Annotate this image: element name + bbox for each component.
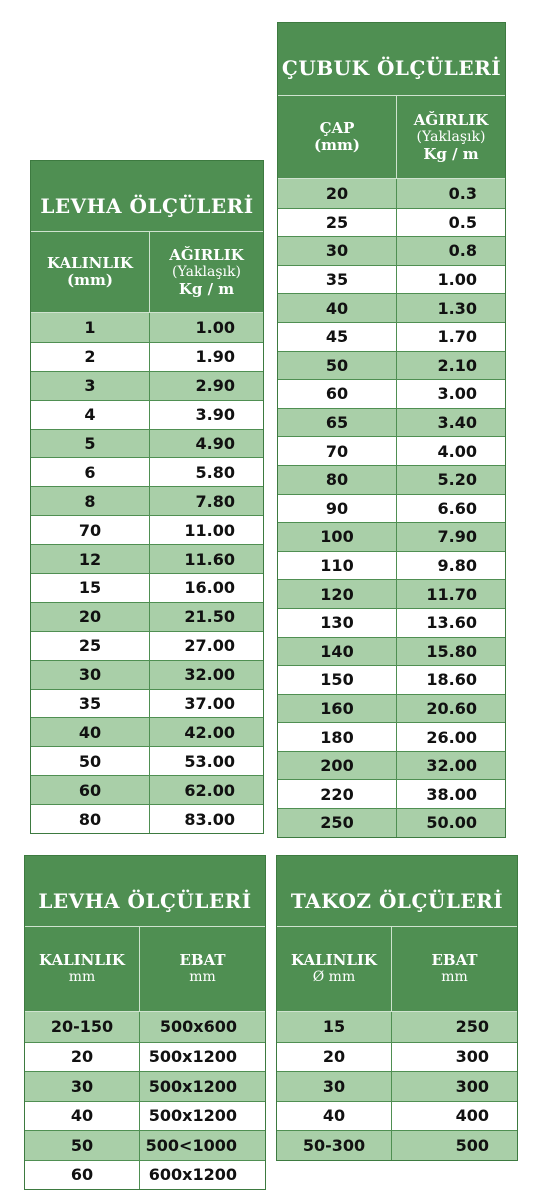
table-cell-value: 83.00: [149, 805, 263, 833]
table-row: [31, 746, 263, 775]
table-row: [278, 236, 505, 265]
table-cell-size: 80: [325, 470, 349, 490]
table-cell-size: 25: [78, 636, 102, 656]
table-cell-value: 50.00: [396, 809, 505, 837]
header-line: (Yaklaşık): [172, 263, 241, 280]
header-line: mm: [189, 969, 216, 985]
table-row: [278, 665, 505, 694]
takoz-table: [276, 855, 518, 1161]
table-cell-value: 1.00: [149, 313, 263, 342]
table-cell-value: 13.60: [396, 609, 505, 637]
header-line: Kg / m: [178, 279, 235, 298]
table-cell-value: 3.00: [396, 380, 505, 408]
table-row: [278, 751, 505, 780]
table-row: [25, 1071, 265, 1101]
levha-size-col-dimension: [139, 927, 265, 1011]
table-row: [278, 408, 505, 437]
table-row: [31, 602, 263, 631]
header-line: mm: [68, 969, 96, 985]
table-row: [278, 608, 505, 637]
table-cell-value: 3.40: [396, 409, 505, 437]
table-cell-size: 35: [325, 270, 349, 290]
table-row: [25, 1042, 265, 1072]
table-cell-value: 18.60: [396, 666, 505, 694]
table-cell-value: 300: [391, 1072, 517, 1101]
table-row: [278, 808, 505, 837]
table-cell-value: 1.70: [396, 323, 505, 351]
table-cell-value: 1.00: [396, 266, 505, 294]
table-cell-size: 130: [320, 613, 354, 633]
table-row: [278, 179, 505, 208]
levha-weight-table: [30, 160, 264, 834]
table-cell-value: 1.30: [396, 294, 505, 322]
table-cell-value: 37.00: [149, 690, 263, 718]
table-row: [31, 717, 263, 746]
header-line: KALINLIK: [291, 951, 377, 969]
table-cell-value: 500x1200: [139, 1043, 265, 1072]
cubuk-col-weight: [396, 96, 505, 178]
header-line: EBAT: [431, 951, 478, 969]
table-row: [278, 579, 505, 608]
table-cell-value: 500x1200: [139, 1072, 265, 1101]
table-cell-size: 25: [325, 212, 349, 232]
table-cell-value: 7.80: [149, 487, 263, 515]
table-cell-value: 62.00: [149, 776, 263, 804]
header-line: KALINLIK: [47, 254, 133, 272]
table-cell-value: 42.00: [149, 718, 263, 746]
table-cell-size: 6: [84, 462, 96, 482]
takoz-rows: [277, 1011, 517, 1160]
levha-weight-header: [31, 231, 263, 312]
table-row: [31, 660, 263, 689]
table-cell-size: 1: [84, 317, 96, 337]
table-cell-size: 220: [320, 784, 354, 804]
table-cell-size: 120: [320, 584, 354, 604]
table-row: [25, 1012, 265, 1042]
table-row: [31, 515, 263, 544]
table-cell-size: 100: [320, 527, 354, 547]
table-row: [31, 342, 263, 371]
table-row: [278, 322, 505, 351]
levha-size-header: [25, 926, 265, 1011]
cubuk-title: ÇUBUK ÖLÇÜLERİ: [281, 56, 502, 80]
table-cell-value: 26.00: [396, 723, 505, 751]
takoz-col-thickness: [277, 927, 391, 1011]
cubuk-header: [278, 95, 505, 178]
table-row: [31, 689, 263, 718]
table-row: [31, 544, 263, 573]
header-line: (mm): [314, 136, 360, 154]
takoz-title: TAKOZ ÖLÇÜLERİ: [290, 889, 504, 913]
table-cell-size: 20: [325, 183, 349, 203]
table-row: [31, 400, 263, 429]
table-cell-size: 8: [84, 491, 96, 511]
table-cell-size: 140: [320, 641, 354, 661]
table-row: [278, 694, 505, 723]
table-row: [278, 436, 505, 465]
table-cell-size: 180: [320, 727, 354, 747]
table-cell-value: 11.00: [149, 516, 263, 544]
table-cell-value: 11.60: [149, 545, 263, 573]
table-cell-value: 21.50: [149, 603, 263, 631]
levha-size-rows: [25, 1011, 265, 1189]
table-cell-value: 300: [391, 1043, 517, 1072]
table-cell-value: 500: [391, 1131, 517, 1160]
table-row: [31, 573, 263, 602]
table-cell-size: 250: [320, 813, 354, 833]
table-cell-value: 2.10: [396, 352, 505, 380]
table-cell-size: 20: [322, 1047, 346, 1067]
table-row: [25, 1101, 265, 1131]
table-cell-value: 4.00: [396, 437, 505, 465]
table-cell-size: 90: [325, 498, 349, 518]
table-row: [31, 457, 263, 486]
table-cell-size: 60: [78, 780, 102, 800]
table-row: [278, 779, 505, 808]
table-cell-value: 32.00: [149, 661, 263, 689]
table-cell-size: 30: [322, 1076, 346, 1096]
table-row: [277, 1071, 517, 1101]
table-row: [277, 1012, 517, 1042]
table-cell-size: 160: [320, 698, 354, 718]
table-row: [278, 551, 505, 580]
table-cell-size: 50-300: [302, 1135, 366, 1155]
table-cell-value: 0.3: [396, 179, 505, 208]
table-cell-size: 110: [320, 556, 354, 576]
table-cell-value: 53.00: [149, 747, 263, 775]
table-cell-value: 3.90: [149, 401, 263, 429]
table-cell-size: 40: [325, 298, 349, 318]
table-cell-size: 40: [78, 722, 102, 742]
table-row: [31, 486, 263, 515]
table-cell-size: 200: [320, 756, 354, 776]
table-cell-value: 5.80: [149, 458, 263, 486]
table-cell-size: 20: [78, 607, 102, 627]
table-cell-value: 20.60: [396, 695, 505, 723]
table-cell-size: 20-150: [50, 1017, 114, 1037]
table-row: [277, 1042, 517, 1072]
table-row: [31, 429, 263, 458]
table-cell-value: 11.70: [396, 580, 505, 608]
table-cell-value: 0.5: [396, 209, 505, 237]
table-cell-value: 5.20: [396, 466, 505, 494]
header-line: AĞIRLIK: [169, 245, 244, 264]
header-line: Ø mm: [312, 969, 356, 985]
header-line: Kg / m: [423, 144, 479, 163]
table-cell-value: 4.90: [149, 430, 263, 458]
table-row: [31, 313, 263, 342]
header-line: ÇAP: [319, 119, 355, 137]
table-cell-size: 40: [322, 1106, 346, 1126]
table-cell-size: 50: [78, 751, 102, 771]
table-cell-size: 2: [84, 347, 96, 367]
table-cell-size: 15: [78, 578, 102, 598]
table-row: [278, 208, 505, 237]
table-cell-size: 5: [84, 434, 96, 453]
table-cell-size: 35: [78, 694, 102, 714]
table-row: [277, 1130, 517, 1160]
header-line: mm: [441, 969, 468, 985]
table-cell-value: 500x1200: [139, 1102, 265, 1131]
table-cell-size: 50: [325, 355, 349, 375]
table-cell-value: 1.90: [149, 343, 263, 371]
table-row: [25, 1130, 265, 1160]
table-row: [278, 351, 505, 380]
header-line: (mm): [67, 271, 113, 289]
table-cell-size: 4: [84, 405, 96, 425]
table-cell-value: 32.00: [396, 752, 505, 780]
table-cell-size: 30: [325, 241, 349, 261]
table-cell-value: 7.90: [396, 523, 505, 551]
table-row: [278, 379, 505, 408]
table-cell-size: 40: [70, 1106, 94, 1126]
table-cell-size: 30: [70, 1076, 94, 1096]
table-cell-value: 400: [391, 1102, 517, 1131]
table-cell-size: 15: [322, 1017, 346, 1037]
table-cell-value: 500<1000: [139, 1131, 265, 1160]
table-cell-value: 2.90: [149, 372, 263, 400]
table-cell-value: 27.00: [149, 632, 263, 660]
levha-weight-title: LEVHA ÖLÇÜLERİ: [40, 194, 254, 218]
cubuk-rows: [278, 178, 505, 837]
levha-weight-col-thickness: [31, 232, 149, 312]
table-cell-size: 30: [78, 665, 102, 685]
levha-weight-rows: [31, 312, 263, 833]
table-cell-size: 3: [84, 376, 96, 396]
levha-weight-col-weight: [149, 232, 263, 312]
table-row: [31, 775, 263, 804]
table-cell-value: 38.00: [396, 780, 505, 808]
table-cell-size: 50: [70, 1135, 94, 1155]
table-cell-value: 9.80: [396, 552, 505, 580]
levha-size-table: [24, 855, 266, 1190]
table-cell-value: 0.8: [396, 237, 505, 265]
table-cell-size: 60: [325, 384, 349, 404]
table-cell-value: 6.60: [396, 495, 505, 523]
table-row: [31, 631, 263, 660]
cubuk-col-diameter: [278, 96, 396, 178]
header-line: KALINLIK: [39, 951, 125, 969]
levha-size-col-thickness: [25, 927, 139, 1011]
table-row: [278, 637, 505, 666]
table-row: [278, 722, 505, 751]
table-cell-size: 80: [78, 809, 102, 829]
levha-size-title: LEVHA ÖLÇÜLERİ: [38, 889, 252, 913]
table-row: [278, 265, 505, 294]
cubuk-table: [277, 22, 506, 838]
table-cell-size: 12: [78, 549, 102, 569]
takoz-header: [277, 926, 517, 1011]
table-row: [278, 522, 505, 551]
table-cell-size: 60: [70, 1165, 94, 1185]
header-line: AĞIRLIK: [413, 110, 489, 129]
table-cell-size: 45: [325, 327, 349, 347]
table-row: [31, 804, 263, 833]
table-row: [25, 1160, 265, 1190]
table-cell-value: 600x1200: [139, 1161, 265, 1190]
table-row: [31, 371, 263, 400]
header-line: (Yaklaşık): [416, 128, 486, 145]
table-row: [278, 293, 505, 322]
table-cell-size: 20: [70, 1047, 94, 1067]
takoz-col-dimension: [391, 927, 517, 1011]
table-cell-size: 70: [78, 520, 102, 540]
table-row: [278, 465, 505, 494]
table-cell-value: 500x600: [139, 1012, 265, 1042]
table-row: [277, 1101, 517, 1131]
header-line: EBAT: [179, 951, 226, 969]
table-row: [278, 494, 505, 523]
table-cell-value: 250: [391, 1012, 517, 1042]
table-cell-size: 150: [320, 670, 354, 690]
table-cell-value: 16.00: [149, 574, 263, 602]
table-cell-size: 70: [325, 441, 349, 461]
table-cell-value: 15.80: [396, 638, 505, 666]
table-cell-size: 65: [325, 413, 349, 433]
